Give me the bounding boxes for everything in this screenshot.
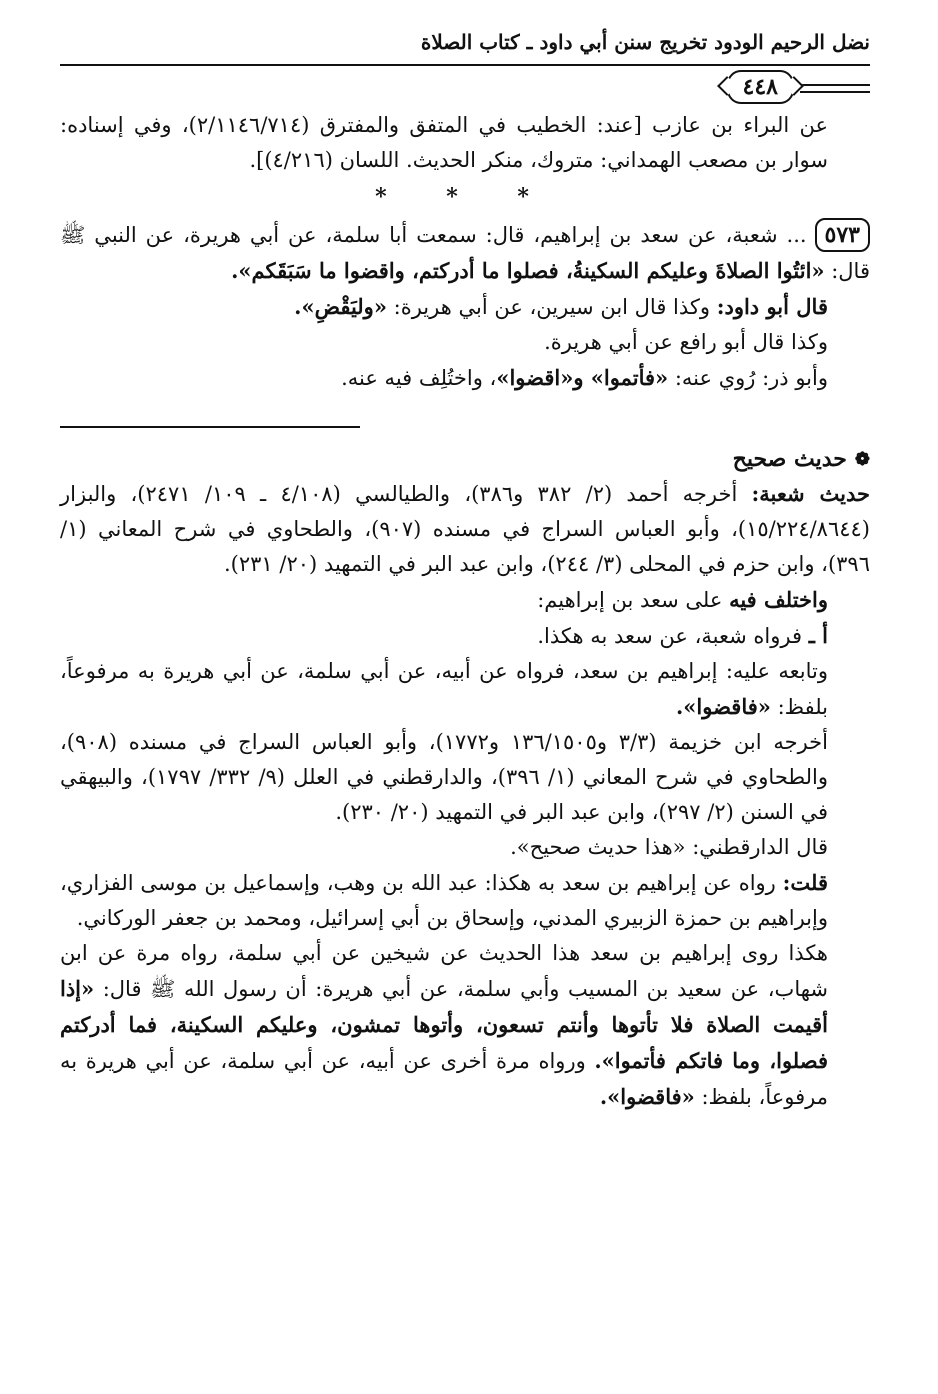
hadith-intro: ... شعبة، عن سعد بن إبراهيم، قال: سمعت أبا سلمة، عن أبي هريرة، عن النبي ﷺ قال: xyxy=(60,223,870,283)
abu-dharr-text-end: ، واختُلِف فيه عنه. xyxy=(341,366,497,390)
p8-text: هكذا روى إبراهيم بن سعد هذا الحديث عن شيخين عن أبي سلمة، رواه مرة عن ابن شهاب، عن سعيد بن المسيب وأبي سلمة، عن أبي هريرة: أن رسول الله ﷺ قال: xyxy=(60,941,828,1001)
page-number-ornament xyxy=(800,84,870,93)
commentary-p5: أخرجه ابن خزيمة (٣/٣ و١٣٦/١٥٠٥ و١٧٧٢)، وأبو العباس السراج في مسنده (٩٠٨)، والطحاوي في شرح المعاني (١/ ٣٩٦)، والدارقطني في العلل (٩/ ٣٣٢/ ١٧٩٧)، والبيهقي في السنن (٢/ ٢٩٧)، وابن عبد البر في التمهيد (٢٠/ ٢٣٠). xyxy=(60,730,828,824)
commentary-p3 xyxy=(60,618,870,654)
book-page xyxy=(60,30,870,1380)
abu-dawud-label: قال أبو داود: xyxy=(716,294,828,319)
commentary-p4 xyxy=(60,654,870,725)
hadith-number: ٥٧٣ xyxy=(815,218,870,252)
abu-dawud-quote: «وليَقْضِ». xyxy=(294,294,387,319)
commentary-p8 xyxy=(60,936,870,1115)
p7-label: قلت: xyxy=(782,870,828,895)
hadith-quote: «ائتُوا الصلاةَ وعليكم السكينةُ، فصلوا ما أدركتم، واقضوا ما سَبَقَكم». xyxy=(231,258,825,283)
commentary-p1 xyxy=(60,476,870,582)
p4-text: وتابعه عليه: إبراهيم بن سعد، فرواه عن أبيه، عن أبي سلمة، عن أبي هريرة به مرفوعاً، بلفظ: xyxy=(60,659,828,719)
abu-dharr-text: وأبو ذر: رُوي عنه: xyxy=(668,366,828,390)
p1-label: حديث شعبة: xyxy=(751,481,870,506)
abu-rafi-note: وكذا قال أبو رافع عن أبي هريرة. xyxy=(544,330,828,354)
p8-quote2: «فاقضوا». xyxy=(599,1084,695,1109)
hadith-text xyxy=(60,218,870,289)
p8-text2: ورواه مرة أخرى عن أبيه، عن أبي سلمة، عن أبي هريرة به مرفوعاً، بلفظ: xyxy=(60,1049,828,1109)
page-number-row xyxy=(60,70,870,106)
p2-text: على سعد بن إبراهيم: xyxy=(537,588,730,612)
abu-dawud-text: وكذا قال ابن سيرين، عن أبي هريرة: xyxy=(386,295,717,319)
p3-text: فرواه شعبة، عن سعد به هكذا. xyxy=(537,624,809,648)
abu-dharr-quote: «فأتموا» و«اقضوا» xyxy=(496,365,669,390)
heading-text: حديث صحيح xyxy=(732,446,847,472)
p3-label: أ ـ xyxy=(808,623,828,648)
running-title: نضل الرحيم الودود تخريج سنن أبي داود ـ كتاب الصلاة xyxy=(420,30,870,54)
p2-label: واختلف فيه xyxy=(729,587,828,612)
flower-icon: ❁ xyxy=(854,448,870,470)
p4-quote: «فاقضوا». xyxy=(675,694,771,719)
header-rule xyxy=(60,64,870,66)
p7-text: رواه عن إبراهيم بن سعد به هكذا: عبد الله بن وهب، وإسماعيل بن موسى الفزاري، وإبراهيم بن حمزة الزبيري المدني، وإسحاق بن أبي إسرائيل، ومحمد بن جعفر الوركاني. xyxy=(60,871,828,930)
abu-dawud-note xyxy=(60,289,870,325)
page-number: ٤٤٨ xyxy=(727,70,794,104)
commentary-heading xyxy=(60,446,870,472)
commentary-p2 xyxy=(60,582,870,618)
commentary-p6: قال الدارقطني: «هذا حديث صحيح». xyxy=(510,835,828,859)
abu-dharr-note xyxy=(60,360,870,396)
page-header xyxy=(60,30,870,108)
commentary-p7 xyxy=(60,865,870,936)
commentary-divider xyxy=(60,426,360,428)
p8-quote: «إذا أقيمت الصلاة فلا تأتوها وأنتم تسعون، وأتوها تمشون، وعليكم السكينة، فما أدركتم فصلوا، وما فاتكم فأتموا». xyxy=(60,976,828,1073)
p1-text: أخرجه أحمد (٢/ ٣٨٢ و٣٨٦)، والطيالسي (٤/١٠٨ ـ ١٠٩/ ٢٤٧١)، والبزار (١٥/٢٢٤/٨٦٤٤)، وأبو العباس السراج في مسنده (٩٠٧)، والطحاوي في شرح المعاني (١/ ٣٩٦)، وابن حزم في المحلى (٣/ ٢٤٤)، وابن عبد البر في التمهيد (٢٠/ ٢٣١). xyxy=(60,482,870,576)
section-separator: * * * xyxy=(375,184,555,210)
continuation-text: عن البراء بن عازب [عند: الخطيب في المتفق والمفترق (٢/١١٤٦/٧١٤)، وفي إسناده: سوار بن مصعب الهمداني: متروك، منكر الحديث. اللسان (٤/٢١٦)]. xyxy=(60,113,828,172)
